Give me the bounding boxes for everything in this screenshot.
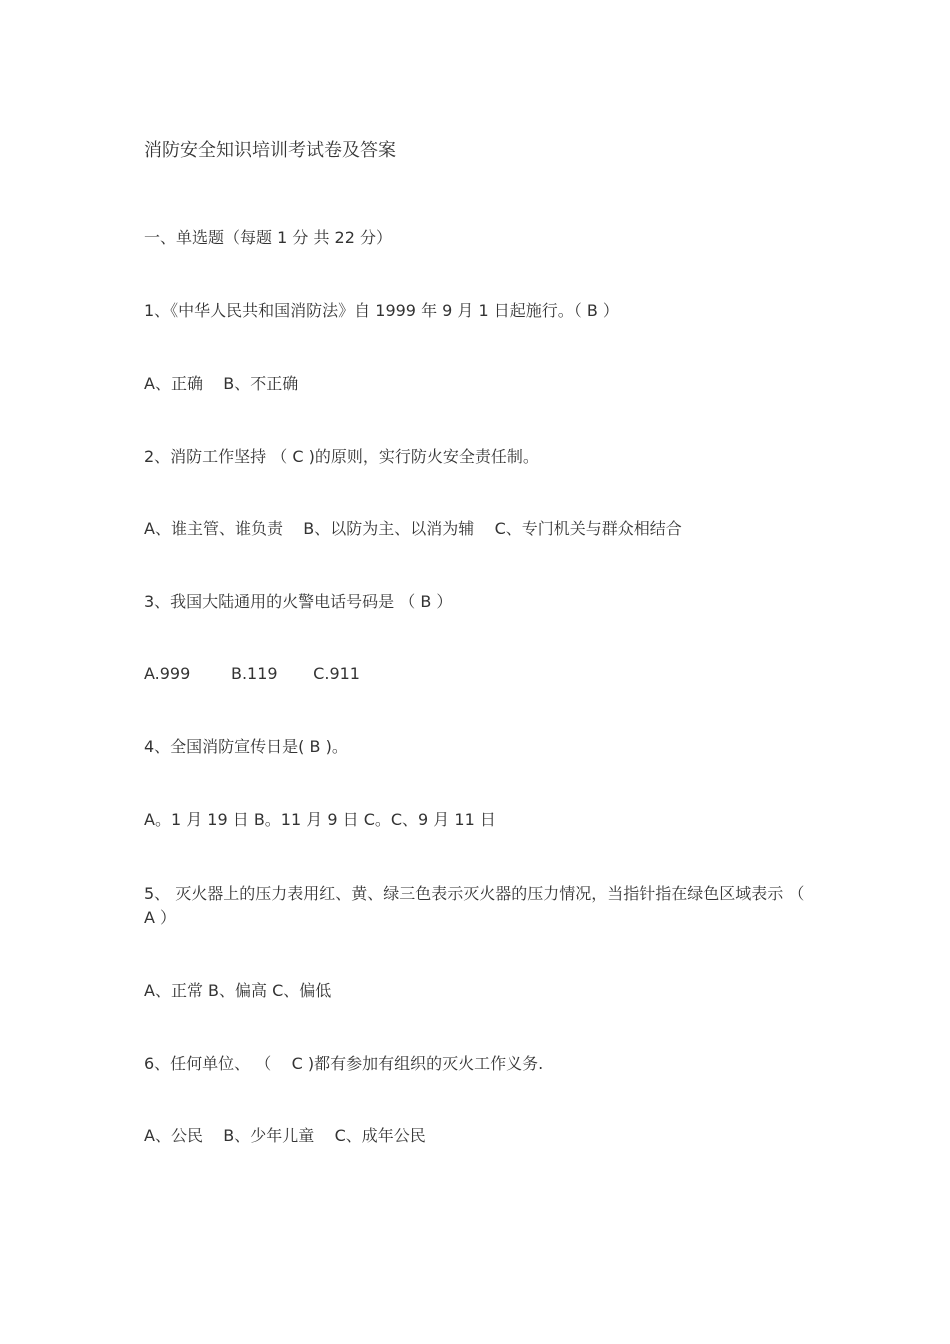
question-4-stem: 4、全国消防宣传日是( B )。 <box>144 737 348 756</box>
question-3-stem: 3、我国大陆通用的火警电话号码是 （ B ） <box>144 592 453 611</box>
question-1-options: A、正确 B、不正确 <box>144 374 299 393</box>
question-5-stem: 5、 灭火器上的压力表用红、黄、绿三色表示灭火器的压力情况，当指针指在绿色区域表示 （ A ） <box>144 884 810 927</box>
section-heading: 一、单选题（每题 1 分 共 22 分） <box>144 228 392 247</box>
question-1-stem: 1、《中华人民共和国消防法》自 1999 年 9 月 1 日起施行。（ B ） <box>144 301 619 320</box>
document-title: 消防安全知识培训考试卷及答案 <box>144 140 396 161</box>
question-3-options: A.999 B.119 C.911 <box>144 664 360 683</box>
question-6-options: A、公民 B、少年儿童 C、成年公民 <box>144 1126 426 1145</box>
question-2-options: A、谁主管、谁负责 B、以防为主、以消为辅 C、专门机关与群众相结合 <box>144 519 682 538</box>
question-2-stem: 2、消防工作坚持 （ C )的原则，实行防火安全责任制。 <box>144 447 539 466</box>
question-4-options: A。1 月 19 日 B。11 月 9 日 C。C、9 月 11 日 <box>144 810 496 829</box>
question-5-options: A、正常 B、偏高 C、偏低 <box>144 981 332 1000</box>
question-6-stem: 6、任何单位、 （ C )都有参加有组织的灭火工作义务. <box>144 1054 544 1073</box>
